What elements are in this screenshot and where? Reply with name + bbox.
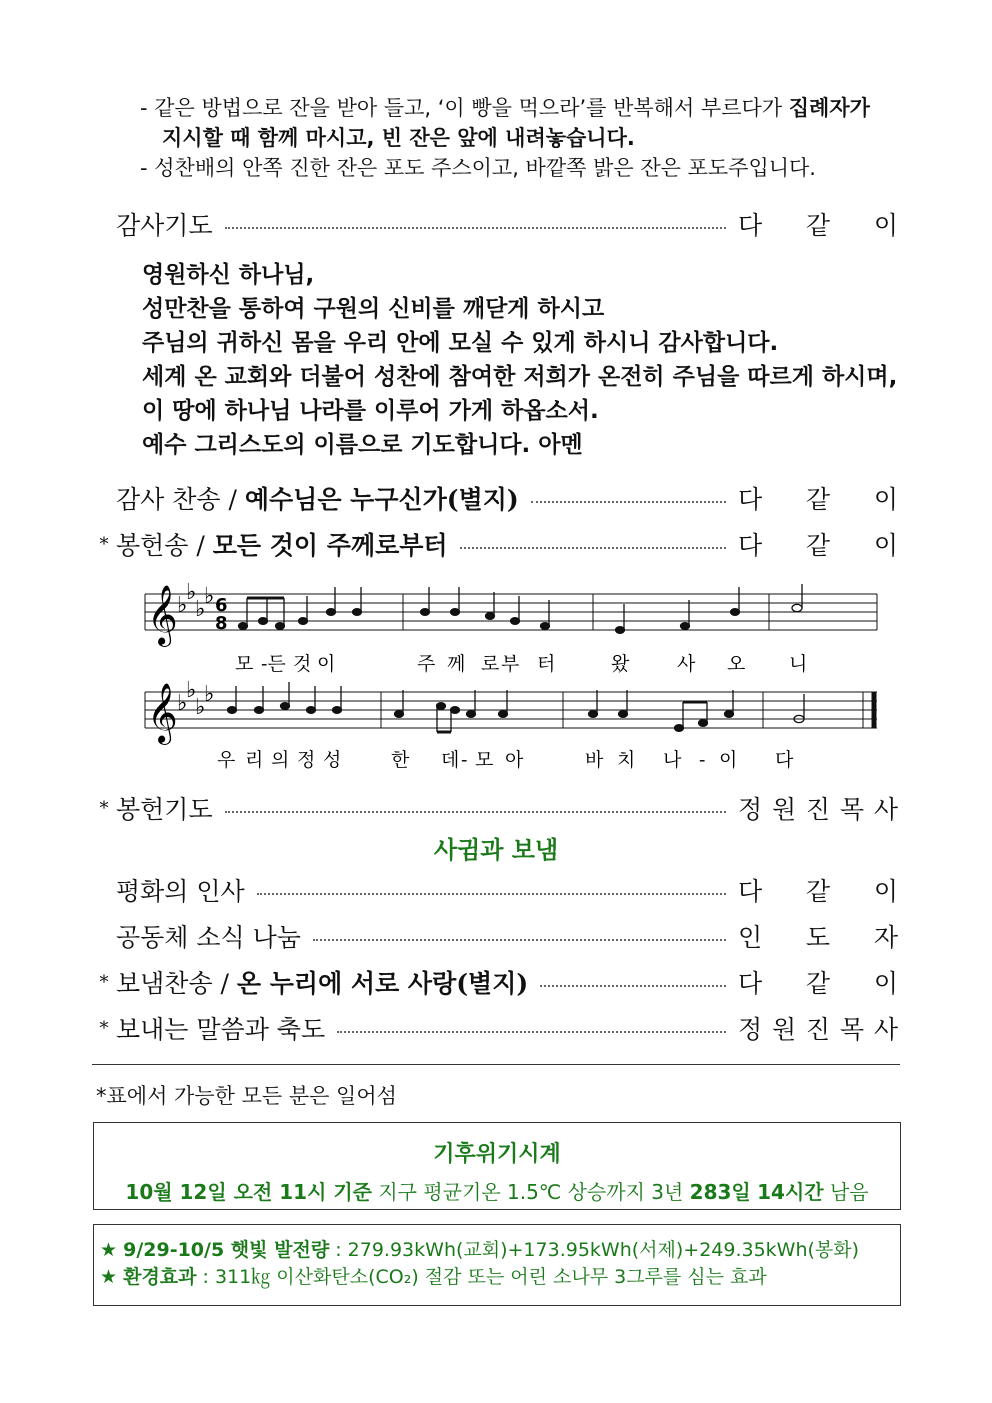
svg-text:-든: -든 [261, 653, 286, 675]
notes-line-2 [228, 682, 805, 732]
item-responsible: 다 같 이 [738, 531, 898, 560]
svg-text:바: 바 [585, 749, 604, 771]
order-item-thanks-hymn [92, 478, 898, 518]
leader-dots [540, 985, 726, 987]
svg-text:모: 모 [235, 653, 254, 675]
standing-star: * [99, 797, 109, 819]
svg-text:데: 데 [441, 749, 460, 771]
order-item-news [92, 916, 898, 956]
climate-clock-title: 기후위기시계 [433, 1142, 561, 1167]
svg-text:♭: ♭ [186, 582, 197, 605]
item-responsible: 정 원 진 목 사 [738, 1015, 898, 1044]
treble-clef-icon: 𝄞 [147, 585, 178, 645]
time-top: 6 [215, 595, 228, 616]
star-icon: ★ [100, 1239, 118, 1261]
leader-dots [313, 939, 726, 941]
standing-star: * [99, 1017, 109, 1039]
svg-text:-: - [461, 749, 468, 771]
star-icon: ★ [100, 1266, 118, 1288]
prayer-line: 영원하신 하나님, [142, 262, 315, 288]
item-label: 봉헌기도 [116, 795, 213, 824]
order-item-benediction [92, 1008, 898, 1048]
order-item-thanks-prayer [92, 204, 898, 244]
note-text: - 같은 방법으로 잔을 받아 들고, ‘이 빵을 먹으라’를 반복해서 부르다가 [140, 96, 789, 120]
svg-text:한: 한 [391, 749, 410, 771]
item-label: 보내는 말씀과 축도 [116, 1015, 326, 1044]
thanks-prayer-text [142, 258, 897, 462]
time-bottom: 8 [215, 613, 228, 634]
svg-text:이: 이 [719, 749, 738, 771]
climate-clock-line: 10월 12일 오전 11시 기준 지구 평균기온 1.5℃ 상승까지 3년 283일 14시간 남음 [125, 1180, 869, 1204]
svg-text:♭: ♭ [195, 597, 206, 622]
svg-text:터: 터 [537, 653, 556, 675]
svg-text:♭: ♭ [177, 593, 188, 618]
section-title: 사귐과 보냄 [433, 836, 559, 864]
svg-text:이: 이 [317, 653, 336, 675]
solar-power-box [93, 1224, 901, 1306]
svg-text:로: 로 [481, 653, 500, 675]
leader-dots [531, 501, 726, 503]
note-line-2 [162, 124, 635, 153]
prayer-line: 세계 온 교회와 더불어 성찬에 참여한 저희가 온전히 주님을 따르게 하시며, [142, 364, 898, 390]
prayer-line: 성만찬을 통하여 구원의 신비를 깨닫게 하시고 [142, 296, 605, 322]
svg-text:나: 나 [663, 749, 682, 771]
note-bold: 지시할 때 함께 마시고, 빈 잔은 앞에 내려놓습니다. [162, 126, 635, 150]
item-label: 공동체 소식 나눔 [116, 923, 301, 952]
environment-effect-line: ★ 환경효과 : 311㎏ 이산화탄소(CO₂) 절감 또는 어린 소나무 3그루를 심는 효과 [100, 1266, 767, 1288]
climate-clock-box [93, 1122, 901, 1210]
leader-dots [337, 1031, 726, 1033]
order-item-sending-hymn [92, 962, 898, 1002]
svg-text:치: 치 [617, 749, 636, 771]
item-label: 감사기도 [116, 211, 213, 240]
svg-text:♭: ♭ [195, 695, 206, 720]
item-label: 봉헌송 / 모든 것이 주께로부터 [116, 531, 448, 560]
note-line-1 [140, 94, 870, 123]
item-responsible: 다 같 이 [738, 485, 898, 514]
order-item-offering-prayer [92, 788, 898, 828]
svg-text:리: 리 [245, 749, 264, 771]
item-responsible: 인 도 자 [738, 923, 898, 952]
divider [92, 1064, 900, 1065]
leader-dots [460, 547, 726, 549]
svg-text:것: 것 [293, 653, 312, 675]
svg-text:♭: ♭ [177, 691, 188, 716]
key-signature-flats [177, 582, 214, 622]
svg-text:모: 모 [475, 749, 494, 771]
standing-star: * [99, 533, 109, 555]
item-label: 감사 찬송 / 예수님은 누구신가(별지) [116, 485, 519, 514]
svg-text:부: 부 [501, 653, 520, 675]
order-item-offering-song [92, 524, 898, 564]
svg-text:우: 우 [217, 749, 236, 771]
svg-text:사: 사 [677, 653, 696, 675]
item-responsible: 정 원 진 목 사 [738, 795, 898, 824]
lyrics-line-1 [235, 652, 807, 675]
item-responsible: 다 같 이 [738, 877, 898, 906]
standing-footnote: *표에서 가능한 모든 분은 일어섬 [96, 1084, 397, 1108]
order-item-peace [92, 870, 898, 910]
leader-dots [225, 227, 726, 229]
prayer-line: 이 땅에 하나님 나라를 이루어 가게 하옵소서. [142, 398, 599, 424]
standing-star: * [99, 971, 109, 993]
solar-generation-line: ★ 9/29-10/5 햇빛 발전량 : 279.93kWh(교회)+173.95kWh(서제)+249.35kWh(봉화) [100, 1239, 860, 1261]
prayer-line: 예수 그리스도의 이름으로 기도합니다. 아멘 [142, 432, 583, 458]
item-responsible: 다 같 이 [738, 211, 898, 240]
svg-text:께: 께 [447, 653, 466, 675]
note-line-3: - 성찬배의 안쪽 진한 잔은 포도 주스이고, 바깥쪽 밝은 잔은 포도주입니다. [140, 156, 816, 180]
treble-clef-icon: 𝄞 [147, 683, 178, 743]
svg-text:왔: 왔 [611, 653, 630, 675]
svg-text:니: 니 [789, 653, 808, 675]
svg-text:오: 오 [727, 653, 746, 675]
svg-text:성: 성 [323, 749, 342, 771]
item-label: 보냄찬송 / 온 누리에 서로 사랑(별지) [116, 969, 529, 998]
svg-text:다: 다 [775, 749, 794, 771]
lyrics-line-2 [217, 749, 794, 771]
svg-text:♭: ♭ [204, 584, 215, 609]
key-signature-flats [177, 678, 214, 720]
svg-text:아: 아 [505, 749, 524, 771]
note-bold: 집례자가 [788, 96, 870, 120]
leader-dots [225, 811, 726, 813]
prayer-line: 주님의 귀하신 몸을 우리 안에 모실 수 있게 하시니 감사합니다. [142, 330, 779, 356]
item-label: 평화의 인사 [116, 877, 245, 906]
svg-text:정: 정 [297, 749, 316, 771]
item-responsible: 다 같 이 [738, 969, 898, 998]
svg-text:-: - [699, 749, 706, 771]
leader-dots [257, 893, 726, 895]
offering-song-score [135, 582, 885, 782]
notes-line-1 [239, 584, 803, 633]
svg-text:♭: ♭ [186, 678, 197, 703]
svg-text:♭: ♭ [204, 682, 215, 707]
svg-text:의: 의 [271, 749, 290, 771]
svg-text:주: 주 [417, 653, 436, 675]
